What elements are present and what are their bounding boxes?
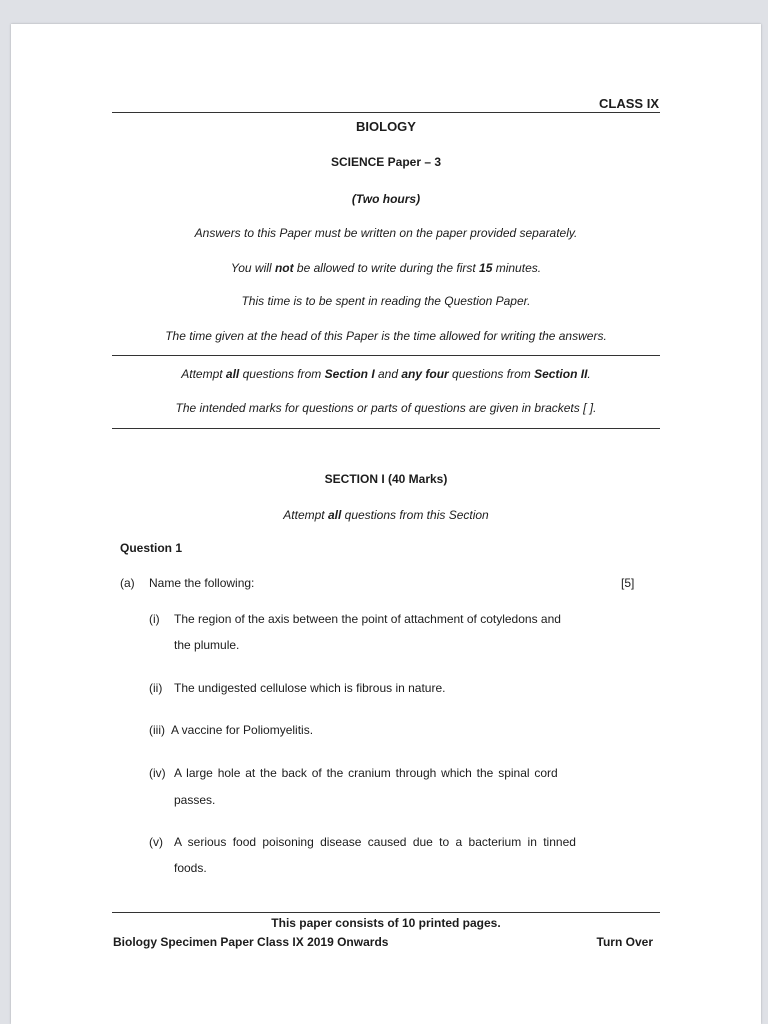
instruction-emphasis: 15 [479,261,493,275]
part-text: Name the following: [149,576,255,590]
item-text-continued: foods. [174,861,207,875]
part-label: (a) [120,576,135,590]
box-text: and [374,367,402,381]
item-number: (v) [149,835,163,849]
item-text: A serious food poisoning disease caused due to a bacterium in tinned [174,835,576,849]
box-text: . [587,367,591,381]
item-number: (iii) [149,723,165,737]
item-number: (iv) [149,766,166,780]
item-text: A large hole at the back of the cranium through which the spinal cord [174,766,558,780]
subject-title: BIOLOGY [356,119,416,134]
box-emphasis: any four [401,367,449,381]
paper-title: SCIENCE Paper – 3 [330,155,442,169]
section-note-emphasis: all [327,508,342,522]
instruction-text: be allowed to write during the first [293,261,480,275]
item-text: The region of the axis between the point of attachment of cotyledons and [174,612,561,626]
box-bottom-rule [112,428,660,429]
footer-right: Turn Over [596,935,653,949]
footer-rule [112,912,660,913]
section-note-text: Attempt [283,508,328,522]
class-label: CLASS IX [599,96,659,111]
instruction-line-2 [11,261,761,275]
box-line-2: The intended marks for questions or parts of questions are given in brackets [ ]. [175,401,597,415]
instruction-line-4: The time given at the head of this Paper is the time allowed for writing the answers. [165,329,607,343]
instruction-line-1: Answers to this Paper must be written on the paper provided separately. [194,226,578,240]
pages-note: This paper consists of 10 printed pages. [271,916,501,930]
item-number: (ii) [149,681,163,695]
item-text-continued: the plumule. [174,638,240,652]
box-text: questions from [239,367,325,381]
item-text: The undigested cellulose which is fibrous in nature. [174,681,446,695]
item-text: A vaccine for Poliomyelitis. [171,723,314,737]
item-number: (i) [149,612,160,626]
box-emphasis: Section II [534,367,588,381]
section-title: SECTION I (40 Marks) [324,472,448,486]
instruction-text: minutes. [492,261,542,275]
instruction-emphasis: not [274,261,294,275]
section-note [11,508,761,522]
exam-page [11,24,761,1024]
box-top-rule [112,355,660,356]
header-rule [112,112,660,113]
instruction-text: You will [230,261,275,275]
footer-left: Biology Specimen Paper Class IX 2019 Onwards [113,935,389,949]
box-text: Attempt [181,367,226,381]
item-text-continued: passes. [174,793,216,807]
question-title: Question 1 [120,541,183,555]
marks: [5] [621,576,635,590]
duration: (Two hours) [351,192,421,206]
box-emphasis: all [225,367,240,381]
instruction-line-3: This time is to be spent in reading the Question Paper. [241,294,531,308]
box-text: questions from [448,367,535,381]
box-emphasis: Section I [324,367,375,381]
section-note-text: questions from this Section [341,508,489,522]
box-line-1 [11,367,761,381]
